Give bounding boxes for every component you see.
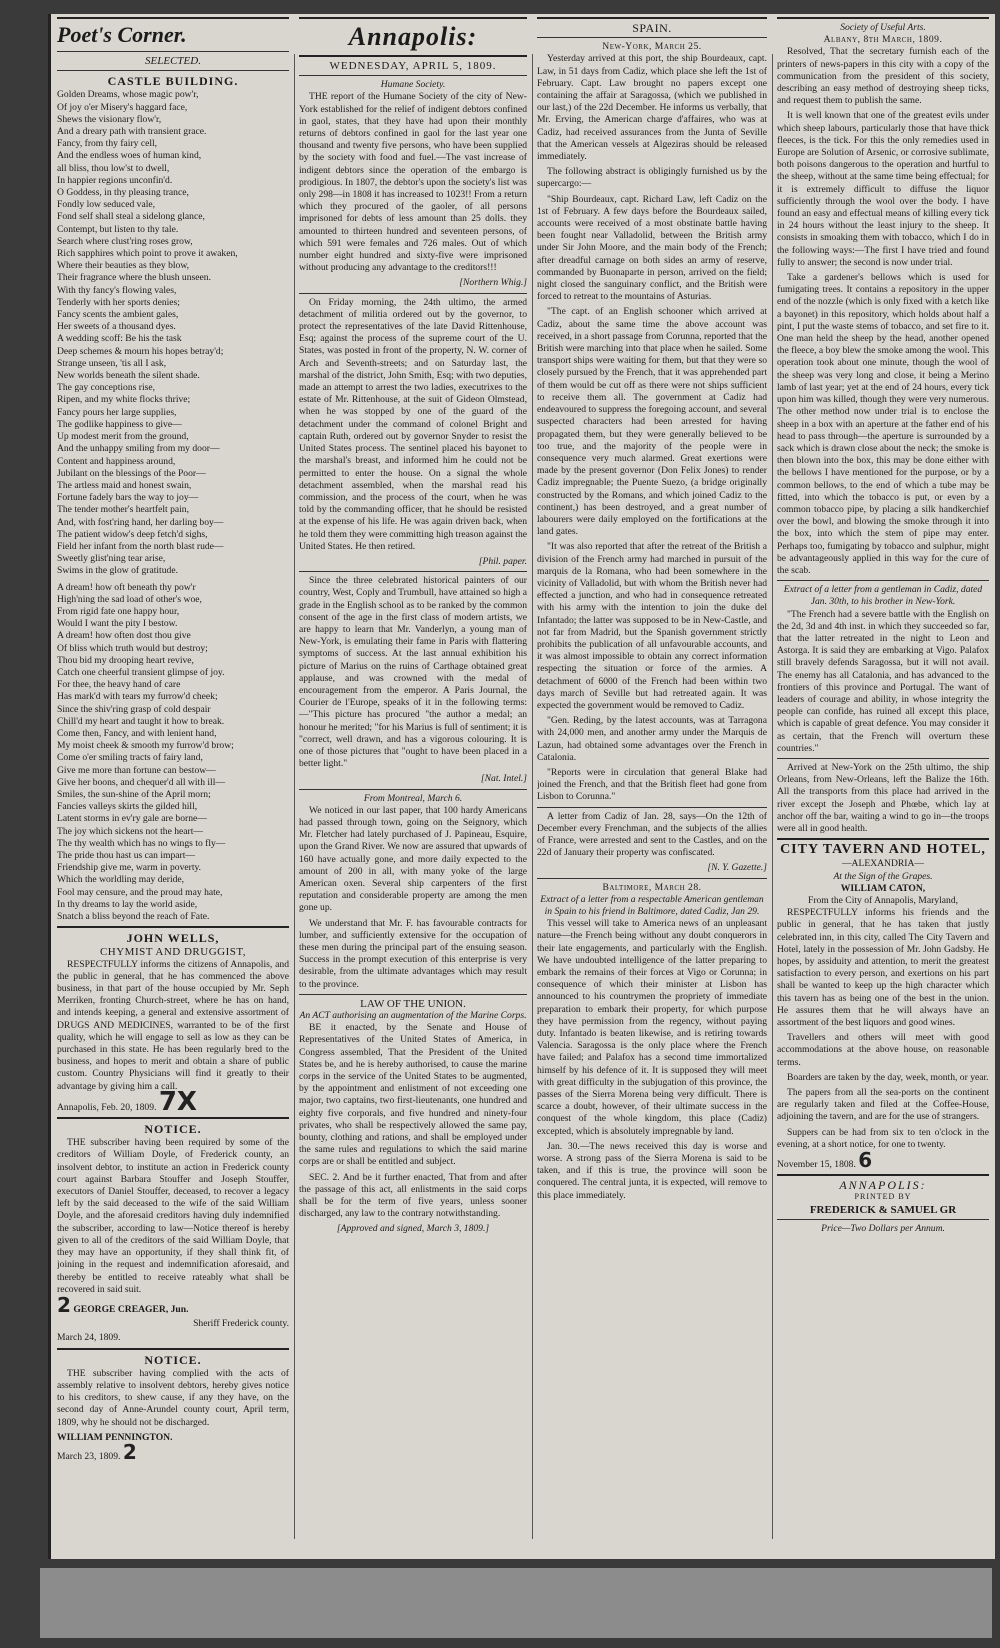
- poem-line: Give her boons, and chequer'd all with ill—: [57, 776, 225, 788]
- poem-line: The godlike happiness to give—: [57, 418, 182, 430]
- poem-line: The tender mother's heartfelt pain,: [57, 504, 189, 516]
- article-body: We understand that Mr. F. has favourable contracts for lumber, and sufficiently extensive for the occupation of these men during the principal part of the ensuing season. Success in the prompt execution of this enterprise is very desirable, from the ultimate advantages which may result to the province.: [299, 917, 527, 990]
- poem-line: New worlds beneath the silent shade.: [57, 370, 200, 382]
- article-body: This vessel will take to America news of an unpleasant nature—the French being without any doubt conquerors in their late engagements, and particularly with the English. We have undoubted intelligence of the latter preparing to embark the remains of their forces at Vigo or Corunna; in consequence of which their minister at Lisbon has announced to his countrymen the propriety of immediate preparation to embark their property, for which purpose they have permission from the regency, without paying duty. Infantado is beaten likewise, and is retiring towards Valencia. Saragossa is the only place where the French have failed; and Palafox has a second time immortalized himself by his defence of it. It is supposed they will meet with great difficulty in the subjugation of this province, the passes of the Sierra Morena being very difficult. There is scarce a doubt, however, of their ultimate success in the conquest of the whole kingdom, this place (Cadiz) excepted, which is absolutely impregnable by land.: [537, 918, 767, 1137]
- column-4: [777, 14, 989, 1559]
- article-heading: New-York, March 25.: [602, 41, 702, 53]
- dateline: WEDNESDAY, APRIL 5, 1809.: [329, 60, 497, 72]
- article-heading: Baltimore, March 28.: [602, 881, 702, 893]
- poem-line: Swims in the glow of gratitude.: [57, 565, 178, 577]
- article-body: SEC. 2. And be it further enacted, That from and after the passage of this act, all enlistments in the said corps shall be for the term of five years, unless sooner discharged, any law to the contrary notwithstanding.: [299, 1171, 527, 1220]
- poem-line: A wedding scoff: Be his the task: [57, 333, 182, 345]
- poem-line: Strange unseen, 'tis all I ask,: [57, 357, 167, 369]
- poem-line: In thy dreams to lay the world aside,: [57, 898, 198, 910]
- poem-line: Come then, Fancy, and with lenient hand,: [57, 727, 217, 739]
- poem-line: Up modest merit from the ground,: [57, 431, 189, 443]
- poem-title: CASTLE BUILDING.: [107, 74, 239, 89]
- article-body: "The French had a severe battle with the English on the 2d, 3d and 4th inst. in which they succeeded so far, that the latter retreated in the night to Leon and Astorga. It is said they are embarking at Vigo. Palafox still bravely defends Saragossa, but it will not avail. The enemy has all Catalonia, and has advanced to the frontiers of this province and Portugal. The want of leaders of courage and ability, in whose integrity the people can confide, has ruined all except this place, which is capable of great defence. You may consider it as certain, that the French will overturn these countries.": [777, 608, 989, 754]
- poem-line: Tenderly with her sports denies;: [57, 296, 180, 308]
- ad-trade: CHYMIST AND DRUGGIST,: [99, 946, 247, 959]
- ad-place: —ALEXANDRIA—: [841, 858, 925, 870]
- newspaper-page: [48, 14, 995, 1559]
- ad-heading: CITY TAVERN AND HOTEL,: [780, 842, 986, 858]
- poem-line: The artless maid and honest swain,: [57, 479, 192, 491]
- notice-signature: 2 GEORGE CREAGER, Jun.: [57, 1292, 189, 1317]
- poem-line: Friendship give me, warm in poverty.: [57, 862, 202, 874]
- article-body: On Friday morning, the 24th ultimo, the armed detachment of militia ordered out by the governor, to protect the representatives of the late David Rittenhouse, Esq; against the process of the supreme court of the U. States, was posted in front of the property, N. W. corner of Arch and Seventh-streets; and on Saturday last, the marshal of the district, John Smith, Esq; with two deputies, made an attempt to arrest the two ladies, executrixes to the estate of Mr. Rittenhouse, at the suit of Gideon Olmstead, when he was stopped by one of the guard of the detachment under the command of colonel Bright and captain Ruth, ordered out by governor Snyder to resist the United States process. The sentinel placed his bayonet to the marshal's breast, and informed him he could not be permitted to enter the house. On a signal the whole detachment assembled, when the marshal read his commission, and the process of the court, when he was told by the commanding officer, that he should be resisted at the expense of his life. He was again driven back, when he told them they were committing high treason against the United States. He then retired.: [299, 296, 527, 552]
- poem-line: A dream! how often dost thou give: [57, 630, 191, 642]
- poem-line: Deep schemes & mourn his hopes betray'd;: [57, 345, 224, 357]
- imprint-by: PRINTED BY: [854, 1192, 912, 1202]
- ad-owner: WILLIAM CATON,: [840, 882, 926, 894]
- article-source: [Phil. paper.: [478, 555, 527, 567]
- handwritten-mark: 2: [57, 1292, 71, 1317]
- poem-line: Jubilant on the blessings of the Poor—: [57, 467, 206, 479]
- article-body: A letter from Cadiz of Jan. 28, says—On the 12th of December every Frenchman, and the subjects of the allies of France, were arrested and sent to the Castles, and on the 22d of January their property was confiscated.: [537, 810, 767, 859]
- poem-line: Since the shiv'ring grasp of cold despair: [57, 703, 211, 715]
- article-source: [Northern Whig.]: [459, 277, 527, 289]
- notice-body: THE subscriber having been required by some of the creditors of William Doyle, of Frederick county, an insolvent debtor, to institute an action in Frederick county court against Barbara Stouffer and Joseph Stouffer, executors of Daniel Stouffer, deceased, to recover a legacy left by the said deceased to the wife of the said William Doyle, and the aforesaid creditors having duly indemnified the subscriber, according to law—Notice thereof is hereby given to all of the creditors of the said William Doyle, that they may have an opportunity, if they shall think fit, of joining in the request and indemnification aforesaid, and thereby be entitled to receive rateably what shall be recovered in said suit.: [57, 1137, 289, 1295]
- poem-line: The thy wealth which has no wings to fly—: [57, 837, 226, 849]
- handwritten-mark: 6: [858, 1148, 873, 1173]
- column-3: [537, 14, 767, 1559]
- poem-line: Contempt, but listen to thy tale.: [57, 223, 179, 235]
- poem-line: And a dreary path with transient grace.: [57, 126, 207, 138]
- column-divider: [294, 54, 295, 1539]
- poem-line: Which the worldling may deride,: [57, 874, 185, 886]
- article-body: Arrived at New-York on the 25th ultimo, the ship Orleans, from New-Orleans, left the Balize the 16th. All the transports from this place had arrived in the river except the Joseph and Phœbe, which lay at anchor off the bar, waiting a wind to go in—the troops were all in good health.: [777, 761, 989, 834]
- ad-body: RESPECTFULLY informs his friends and the public in general, that he has taken that justly celebrated inn, in this city, called The City Tavern and Hotel, lately in the possession of Mr. John Gadsby. He hopes, by assiduity and attention, to merit the greatest satisfaction to every person, and exertions on his part shall be wanted to keep up the high character which this tavern has as being one of the best in the union. He assures them that he will always have an assortment of the best liquors and good wines.: [777, 907, 989, 1029]
- poets-corner-heading: Poet's Corner.: [57, 22, 187, 47]
- notice-title: NOTICE.: [144, 1352, 202, 1367]
- article-body: BE it enacted, by the Senate and House of Representatives of the United States of America, in Congress assembled, That the President of the United States be, and he is hereby authorised, to cause the marine corps in the service of the United States to be augmented, by the appointment and enlistment of not exceeding one major, two captains, two first-lieutenants, one hundred and eighty five corporals, and five hundred and ninety-four privates, who shall be respectively allowed the same pay, bounty, clothing and rations, and shall be employed under the same rules and regulations to which the said marine corps are or shall be entitled and subject.: [299, 1022, 527, 1168]
- poem-line: And, with fost'ring hand, her darling boy—: [57, 516, 224, 528]
- poem-line: Chill'd my heart and taught it how to break.: [57, 715, 225, 727]
- poem-line: Search where clust'ring roses grow,: [57, 235, 193, 247]
- poem-line: And the unhappy smiling from my door—: [57, 443, 220, 455]
- article-subheading: Extract of a letter from a respectable American gentleman in Spain to his friend in Baltimore, dated Cadiz, Jan 29.: [540, 893, 764, 918]
- ad-sign: At the Sign of the Grapes.: [833, 870, 933, 882]
- poem-line: O Goddess, in thy pleasing trance,: [57, 187, 189, 199]
- article-source: [Nat. Intel.]: [480, 773, 527, 785]
- poem-line: Snatch a bliss beyond the reach of Fate.: [57, 911, 210, 923]
- ad-body: Boarders are taken by the day, week, month, or year.: [787, 1071, 989, 1083]
- imprint-city: ANNAPOLIS:: [839, 1178, 927, 1193]
- poem-line: Smiles, the sun-shine of the April morn;: [57, 788, 211, 800]
- poem-line: Give me more than fortune can bestow—: [57, 764, 216, 776]
- poem-line: Fancy pours her large supplies,: [57, 406, 177, 418]
- poem-line: Catch one cheerful transient glimpse of joy.: [57, 666, 225, 678]
- notice-body: THE subscriber having complied with the acts of assembly relative to insolvent debtors, hereby gives notice to his creditors, to shew cause, if any they have, on the second day of Anne-Arundel county court, April term, 1809, why he should not be discharged.: [57, 1367, 289, 1428]
- poem-line: With thy fancy's flowing vales,: [57, 284, 177, 296]
- notice-role: Sheriff Frederick county.: [193, 1318, 289, 1330]
- selected-label: SELECTED.: [145, 55, 201, 67]
- article-body: "Reports were in circulation that general Blake had joined the French, and that the British fleet had gone from Lisbon to Corunna.": [537, 766, 767, 803]
- article-body: "Gen. Reding, by the latest accounts, was at Tarragona with 24,000 men, and another army under the Marquis de Lazun, had obtained some advantages over the French in Catalonia.: [537, 715, 767, 763]
- poem-line: Of joy o'er Misery's haggard face,: [57, 101, 188, 113]
- scan-border: [40, 1568, 992, 1638]
- notice-date: March 23, 1809. 2: [57, 1439, 137, 1464]
- poem-line: High'ning the sad load of other's woe,: [57, 593, 202, 605]
- poem-line: Their fragrance where the blush unseen.: [57, 272, 211, 284]
- poem-line: Fancy scents the ambient gales,: [57, 309, 179, 321]
- handwritten-mark: 2: [122, 1439, 137, 1464]
- poem-line: Fancy, from thy fairy cell,: [57, 138, 158, 150]
- poem-line: My moist cheek & smooth my furrow'd brow;: [57, 740, 234, 752]
- poem-line: And the endless woes of human kind,: [57, 150, 202, 162]
- masthead: Annapolis:: [348, 22, 478, 51]
- notice-date: March 24, 1809.: [57, 1332, 121, 1344]
- poem-line: Fortune fadely bars the way to joy—: [57, 492, 199, 504]
- article-dateline: Albany, 8th March, 1809.: [823, 34, 943, 46]
- article-body: "Ship Bourdeaux, capt. Richard Law, left Cadiz on the 1st of February. A few days before the Bourdeaux sailed, accounts were received of a most obstinate battle having been fought near Valladolid, between the British army under Sir John Moore, and the main body of the French; after dreadful carnage on both sides an army of reserve, commanded by Buonaparte in person, arrived on the field; night closed the sanguinary conflict, and the British were forced to retreat to the mountains of Asturias.: [537, 193, 767, 303]
- article-heading: Society of Useful Arts.: [840, 22, 926, 33]
- poem-line: Has mark'd with tears my furrow'd cheek;: [57, 691, 218, 703]
- poem-line: For thee, the heavy hand of care: [57, 679, 181, 691]
- article-source: [N. Y. Gazette.]: [707, 862, 767, 874]
- article-body: Yesterday arrived at this port, the ship Bourdeaux, capt. Law, in 51 days from Cadiz, which place she left the 1st of February. Capt. Law brought no papers except one containing the affair at Saragossa, (which we published in our last,) of the 22d December. He informs us verbally, that Mr. Erving, the American charge d'affaires, who was at Cadiz, had received assurances from the Junta of Seville that the American vessels at Algeziras should be released immediately.: [537, 53, 767, 163]
- poem-body-2: [57, 582, 289, 924]
- column-2: [299, 14, 527, 1559]
- article-heading: LAW OF THE UNION.: [360, 997, 466, 1010]
- article-subheading: An ACT authorising an augmentation of the Marine Corps.: [299, 1010, 527, 1022]
- poem-line: Fond self shall steal a sidelong glance,: [57, 211, 205, 223]
- poem-line: Ripen, and my white flocks thrive;: [57, 394, 191, 406]
- poem-line: The patient widow's deep fetch'd sighs,: [57, 528, 208, 540]
- ad-body: RESPECTFULLY informs the citizens of Annapolis, and the public in general, that he has commenced the above business, in that part of the house occupied by Mr. Seph Merriken, fronting Church-street, where he has on hand, and intends keeping, a general and extensive assortment of DRUGS AND MEDICINES, warranted to be of the first quality, which he will engage to sell as low as they can be purchased in this state. He has been regularly bred to the business, and hopes to merit and obtain a share of public custom. Country Physicians will find it greatly to their advantage by giving him a call.: [57, 958, 289, 1092]
- poem-line: Field her infant from the north blast rude—: [57, 540, 224, 552]
- article-body: Take a gardener's bellows which is used for fumigating trees. It contains a repository in the upper end of the nozzle (which is only fixed with a ketch like a bayonet) in this repository, which holds about half a pint, I put the waste stems of tobacco, and set fire to it. One man held the sheep by the head, another opened the fleece, a boy blew the smoke among the wool. This operation took about one minute, though the wool of the sheep was very long and close, it being a Merino lamb of last year; yet at the end of 24 hours, every tick upon him was killed, though they were very numerous. The other method now under trial is to enclose the sheep in a box with an aperture at the father end of his head to pass through—the aperture is surrounded by a sack which is drawn close about the neck; the smoke is then blown into the box, this may be done either with the bellows I have mentioned for the purpose, or by a common bellows, to the end of which a tube may be fitted, into which the tobacco is put, or even by a common tobacco pipe, by placing a silk handkerchief over the bowl, and blowing the smoke through it into the box, into which the stem of pipe may enter. Perhaps too, fumigating by tobacco and sulphur, might be advantageously applied in this way for the cure of the scab.: [777, 272, 989, 576]
- poem-line: Rich sapphires which point to prove it awaken,: [57, 248, 238, 260]
- poem-line: Of bliss which truth would but destroy;: [57, 642, 208, 654]
- ad-body: Suppers can be had from six to ten o'clock in the evening, at a short notice, for one to twenty.: [777, 1126, 989, 1150]
- ad-date: Annapolis, Feb. 20, 1809. 7X: [57, 1086, 197, 1117]
- column-divider: [772, 54, 773, 1539]
- column-divider: [532, 54, 533, 1539]
- poem-body: [57, 89, 289, 577]
- poem-line: Would I want the pity I bestow.: [57, 618, 178, 630]
- poem-line: The pride thou hast us can impart—: [57, 850, 196, 861]
- ad-from: From the City of Annapolis, Maryland,: [807, 895, 959, 907]
- article-body: THE report of the Humane Society of the city of New-York established for the relief of indigent debtors confined in gaol, states, that they have had upon their monthly returns of debtors confined in gaol for the last year one thousand and twenty five persons, who have been supplied by the society with food and fuel.—The vast increase of indigent debtors since the operation of the embargo is prodigious. In 1807, the debtor's upon the society's list was only 298—in 1808 it has increased to 1023!! From a return which they procured of the gaoler, of all persons imprisoned for debts of less amount than 25 dolls. they amounted to thirteen hundred and seventeen persons, of which 591 were females and 726 males. Out of which number eight hundred and sixty-five were imprisoned without producing any advantage to the creditors!!!: [299, 91, 527, 274]
- poem-line: Latent storms in ev'ry gale are borne—: [57, 813, 207, 825]
- notice-title: NOTICE.: [144, 1122, 202, 1137]
- article-heading: Humane Society.: [380, 79, 446, 91]
- poem-line: Shews the visionary flow'r,: [57, 113, 162, 125]
- poem-line: all bliss, thou low'st to dwell,: [57, 162, 170, 174]
- article-body: The following abstract is obligingly furnished us by the supercargo:—: [537, 166, 767, 190]
- poem-line: Thou bid my drooping heart revive,: [57, 654, 194, 666]
- article-body: Jan. 30.—The news received this day is worse and worse. A strong pass of the Sierra Morena is said to be taken, and if this is true, the province will soon be conquered. The central junta, it is expected, will remove to this place immediately.: [537, 1140, 767, 1201]
- poem-line: Her sweets of a thousand dyes.: [57, 321, 176, 333]
- poem-line: Fondly low seduced vale,: [57, 199, 156, 211]
- poem-line: The gay conceptions rise,: [57, 382, 156, 394]
- poem-line: Sweetly glist'ning tear arise,: [57, 553, 166, 565]
- poem-line: Where their beauties as they blow,: [57, 260, 190, 272]
- article-heading: From Montreal, March 6.: [363, 792, 463, 804]
- article-source: [Approved and signed, March 3, 1809.]: [336, 1223, 490, 1235]
- imprint-price: Price—Two Dollars per Annum.: [821, 1222, 945, 1234]
- poem-line: Golden Dreams, whose magic pow'r,: [57, 89, 199, 101]
- article-subheading: Extract of a letter from a gentleman in Cadiz, dated Jan. 30th, to his brother in New-York.: [783, 584, 983, 608]
- poem-line: Content and happiness around,: [57, 455, 176, 467]
- article-body: "The capt. of an English schooner which arrived at Cadiz, about the same time the above account was received, in a short passage from Corunna, reported that the British were marching into that place when he sailed. Some transport ships were waiting for them, but that they were so closely pursued by the French, that it was apprehended part of them would be cut off as there were not ships sufficient to receive them all. The government at Cadiz had endeavoured to suppress the foregoing account, and several suspected characters had been arrested for having propagated them, but they were generally believed to be too true, and the majority of the people were in consequence very much alarmed. Great exertions were made by the present governor (Don Felix Jones) to render Cadiz impregnable; the Puente Suezo, (a bridge originally constructed by the Romans, and which joined Cadiz to the continent,) has been destroyed, and a great number of labourers were daily employed on the fortifications at the land gates.: [537, 306, 767, 538]
- column-1: [57, 14, 289, 1559]
- section-heading: SPAIN.: [632, 21, 672, 35]
- ad-body: Travellers and others will meet with good accommodations at the above house, on reasonable terms.: [777, 1032, 989, 1068]
- poem-line: Fancies valleys skirts the gilded hill,: [57, 801, 198, 813]
- poem-line: From rigid fate one happy hour,: [57, 605, 180, 617]
- article-body: Resolved, That the secretary furnish each of the printers of news-papers in this city with a copy of the communication from the president of this society, describing an easy method of destroying sheep ticks, and request them to publish the same.: [777, 46, 989, 107]
- article-body: It is well known that one of the greatest evils under which sheep labours, particularly those that have thick fleeces, is the tick. For this the only remedies used in Europe are Solution of Arsenic, or corrosive sublimate, both poisons dangerous to the operation and hurtful to the sheep, without at the same time being effectual; for it is extremely difficult to diffuse the liquor sufficiently through the wool over the body. I have found an easy and effectual means of killing every tick in 24 hours without the least injury to the sheep. It consists in smoaking them with tobacco, which I do in the following ways:—The first I have tried and found fully to answer; the second is now under trial.: [777, 110, 989, 268]
- handwritten-mark: 7X: [158, 1086, 197, 1117]
- poem-line: Come o'er smiling tracts of fairy land,: [57, 752, 203, 764]
- article-body: Since the three celebrated historical painters of our country, West, Coply and Trumbull, have attained so high a grade in the English school as to be ranked by the common consent of the age in the first class of modern artists, we are happy to learn that Mr. Vanderlyn, a young man of New-York, is emulating their fame in Paris with flattering symptoms of success. At the last annual exhibition his picture of Marius on the ruins of Carthage obtained great applause, and was crowned with the medal of encouragement from the emperor. A Paris Journal, the Courier de l'Europe, speaks of it in the following terms:—"This picture has procured "the author a medal; an honour he merited; "for his Marius is full of sentiment; it is "correct, well drawn, and has a vigorous colouring. It is one of those pictures that "ought to have been placed in a better light.": [299, 575, 527, 770]
- poem-line: Fool may censure, and the proud may hate,: [57, 886, 223, 898]
- poem-line: In happier regions unconfin'd.: [57, 174, 173, 186]
- poem-line: A dream! how oft beneath thy pow'r: [57, 581, 196, 593]
- article-body: "It was also reported that after the retreat of the British a division of the French army had marched in pursuit of the marquis de la Romana, who had been somewhere in the vicinity of Valladolid, but with whom the British never had effected a junction, and who had in consequence retreated with his army with the intention to join the duke del Infantado; the latter was supposed to be in New-Castle, and not far from Madrid, but the Spanish government strictly prohibits the publication of all unfavourable accounts, and it was almost impossible to obtain any correct information respecting the situation or force of the armies. A detachment of 6000 of the French had been within two days march of Seville but had retreated again. It was expected the government would be removed to Cadiz.: [537, 541, 767, 711]
- ad-date: November 15, 1808. 6: [777, 1148, 873, 1173]
- poem-line: The joy which sickens not the heart—: [57, 825, 204, 837]
- ad-name: JOHN WELLS,: [126, 931, 220, 946]
- imprint-names: FREDERICK & SAMUEL GR: [809, 1203, 957, 1216]
- article-body: We noticed in our last paper, that 100 hardy Americans had passed through town, going on the Seignory, which Mr. Fletcher had lately purchased of J. Papineau, Esquire, upon the Grand River. We now are assured that upwards of 160 have actually gone, and more daily expected to the amount of 200 in all, with many yoke of the large American oxen. Several ship carpenters of the first reputation and considerable property are among the men gone up.: [299, 804, 527, 914]
- ad-body: The papers from all the sea-ports on the continent are regularly taken and filed at the Coffee-House, adjoining the tavern, and are for the use of strangers.: [777, 1087, 989, 1123]
- notice-signature: WILLIAM PENNINGTON.: [57, 1431, 173, 1443]
